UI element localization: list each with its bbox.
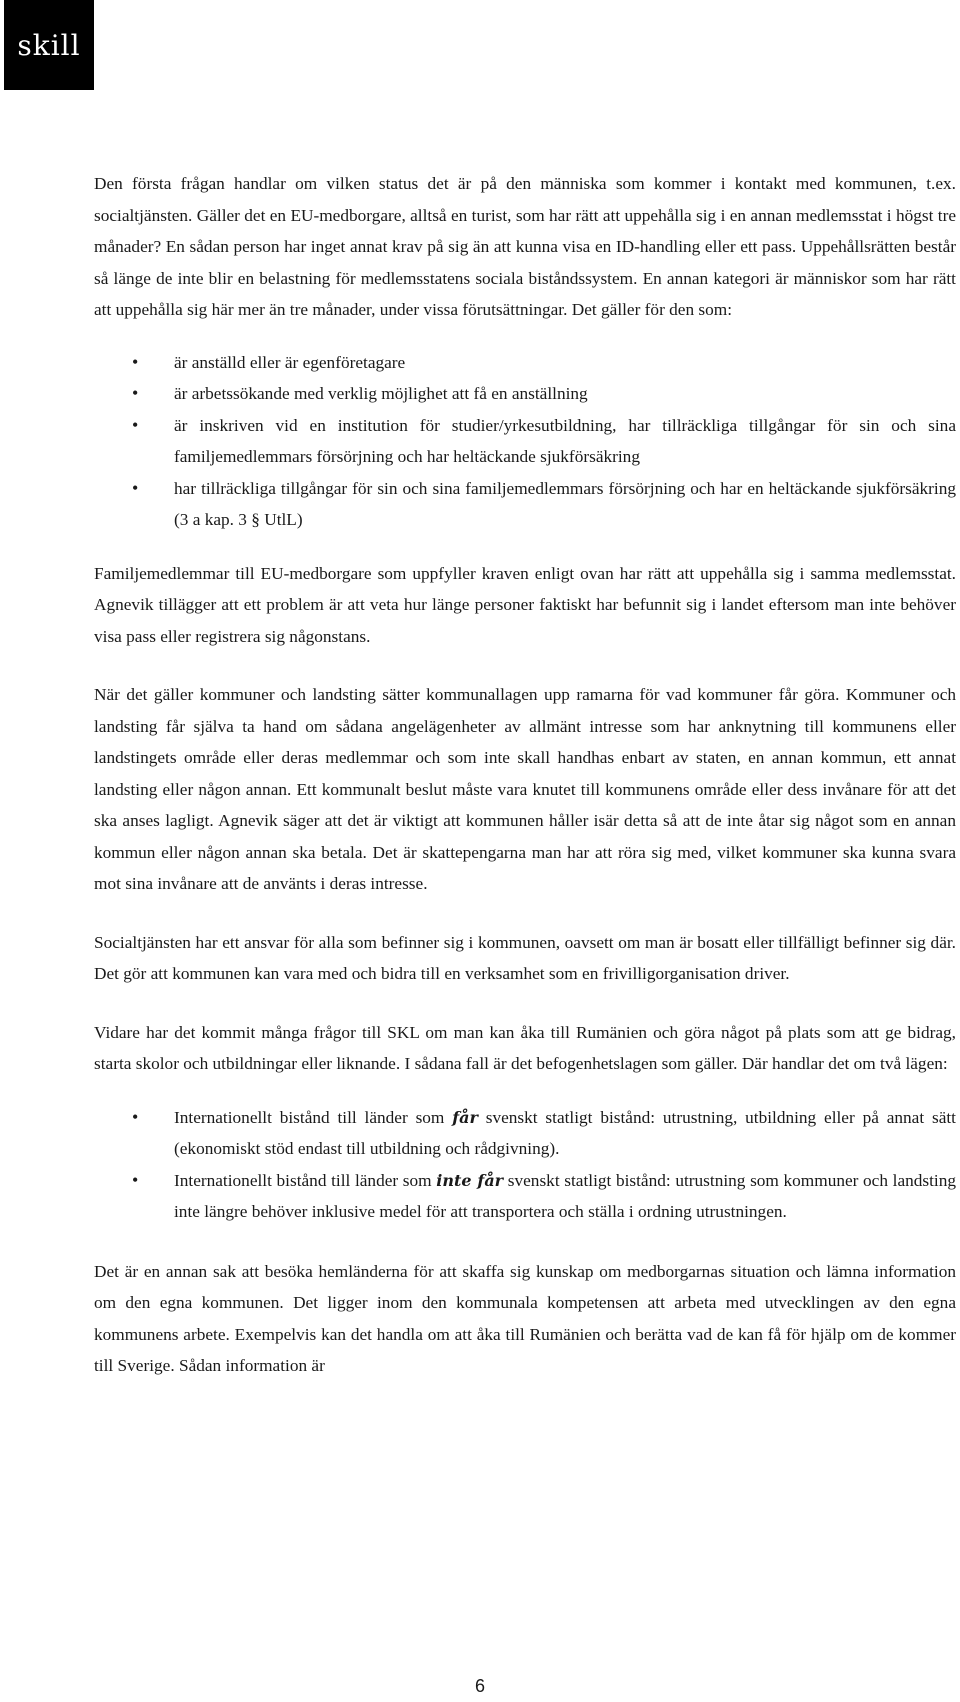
list-item: • är inskriven vid en institution för studier/yrkesutbildning, har tillräckliga tillgångar för sin och sina familjemedlemmars försörjning och har heltäckande sjukförsäkring: [94, 410, 956, 473]
paragraph-family-members: Familjemedlemmar till EU-medborgare som uppfyller kraven enligt ovan har rätt att uppehålla sig i samma medlemsstat. Agnevik tillägger att ett problem är att veta hur länge personer faktiskt har befunnit sig i landet eftersom man inte behöver visa pass eller registrera sig någonstans.: [94, 563, 956, 646]
item-text-after: svenskt statligt bistånd: utrustning, utbildning eller på annat sätt (ekonomiskt stöd endast till utbildning och rådgivning).: [174, 1107, 956, 1158]
document-body: [94, 168, 956, 1382]
list-item: [94, 1165, 956, 1228]
skill-logo: [4, 0, 94, 90]
list-item: [94, 1102, 956, 1165]
item-emphasis: inte får: [436, 1170, 504, 1190]
item-text-after: svenskt statligt bistånd: utrustning som kommuner och landsting inte längre behöver inklusive medel för att transportera och ställa i ordning utrustningen.: [174, 1170, 957, 1221]
paragraph-social-services: Socialtjänsten har ett ansvar för alla som befinner sig i kommunen, oavsett om man är bosatt eller tillfälligt befinner sig där. Det gör att kommunen kan vara med och bidra till en verksamhet som en frivilligorganisation driver.: [94, 932, 956, 983]
conditions-list: [94, 347, 956, 536]
paragraph-romania-questions: Vidare har det kommit många frågor till SKL om man kan åka till Rumänien och göra något på plats som att ge bidrag, starta skolor och utbildningar eller liknande. I sådana fall är det befogenhetslagen som gäller. Där handlar det om två lägen:: [94, 1022, 956, 1073]
list-item: • har tillräckliga tillgångar för sin och sina familjemedlemmars försörjning och har en heltäckande sjukförsäkring (3 a kap. 3 § UtlL): [94, 473, 956, 536]
list-item: • är arbetssökande med verklig möjlighet att få en anställning: [94, 378, 956, 410]
paragraph-municipal-law: När det gäller kommuner och landsting sätter kommunallagen upp ramarna för vad kommuner får göra. Kommuner och landsting får själva ta hand om sådana angelägenheter av allmänt intresse som har anknytning till kommunens eller landstingets område eller deras medlemmar och som inte skall handhas enbart av staten, en annan kommun, ett annat landsting eller någon annan. Ett kommunalt beslut måste vara knutet till kommunens område eller dess invånare för att det ska anses lagligt. Agnevik säger att det är viktigt att kommunen håller isär detta så att de inte åtar sig något som en annan kommun eller någon annan ska betala. Det är skattepengarna man har att röra sig med, vilket kommuner ska kunna svara mot sina invånare att de använts i deras intresse.: [94, 685, 956, 893]
logo-text: skill: [17, 28, 81, 62]
item-emphasis: får: [452, 1107, 478, 1127]
paragraph-eu-status: Den första frågan handlar om vilken status det är på den människa som kommer i kontakt med kommunen, t.ex. socialtjänsten. Gäller det en EU-medborgare, alltså en turist, som har rätt att uppehålla sig i en annan medlemsstat i högst tre månader? En sådan person har inget annat krav på sig än att kunna visa en ID-handling eller ett pass. Uppehållsrätten består så länge de inte blir en belastning för medlemsstatens sociala biståndssystem. En annan kategori är människor som har rätt att uppehålla sig här mer än tre månader, under vissa förutsättningar. Det gäller för den som:: [94, 174, 956, 319]
item-text-before: Internationellt bistånd till länder som: [174, 1107, 453, 1127]
page-number: 6: [474, 1676, 485, 1696]
item-text-before: Internationellt bistånd till länder som: [174, 1170, 437, 1190]
aid-situations-list: [94, 1102, 956, 1228]
list-item: • är anställd eller är egenföretagare: [94, 347, 956, 379]
paragraph-home-visits: Det är en annan sak att besöka hemländerna för att skaffa sig kunskap om medborgarnas situation och lämna information om den egna kommunen. Det ligger inom den kommunala kompetensen att arbeta med utvecklingen av den egna kommunens arbete. Exempelvis kan det handla om att åka till Rumänien och berätta vad de kan få för hjälp om de kommer till Sverige. Sådan information är: [94, 1261, 956, 1375]
